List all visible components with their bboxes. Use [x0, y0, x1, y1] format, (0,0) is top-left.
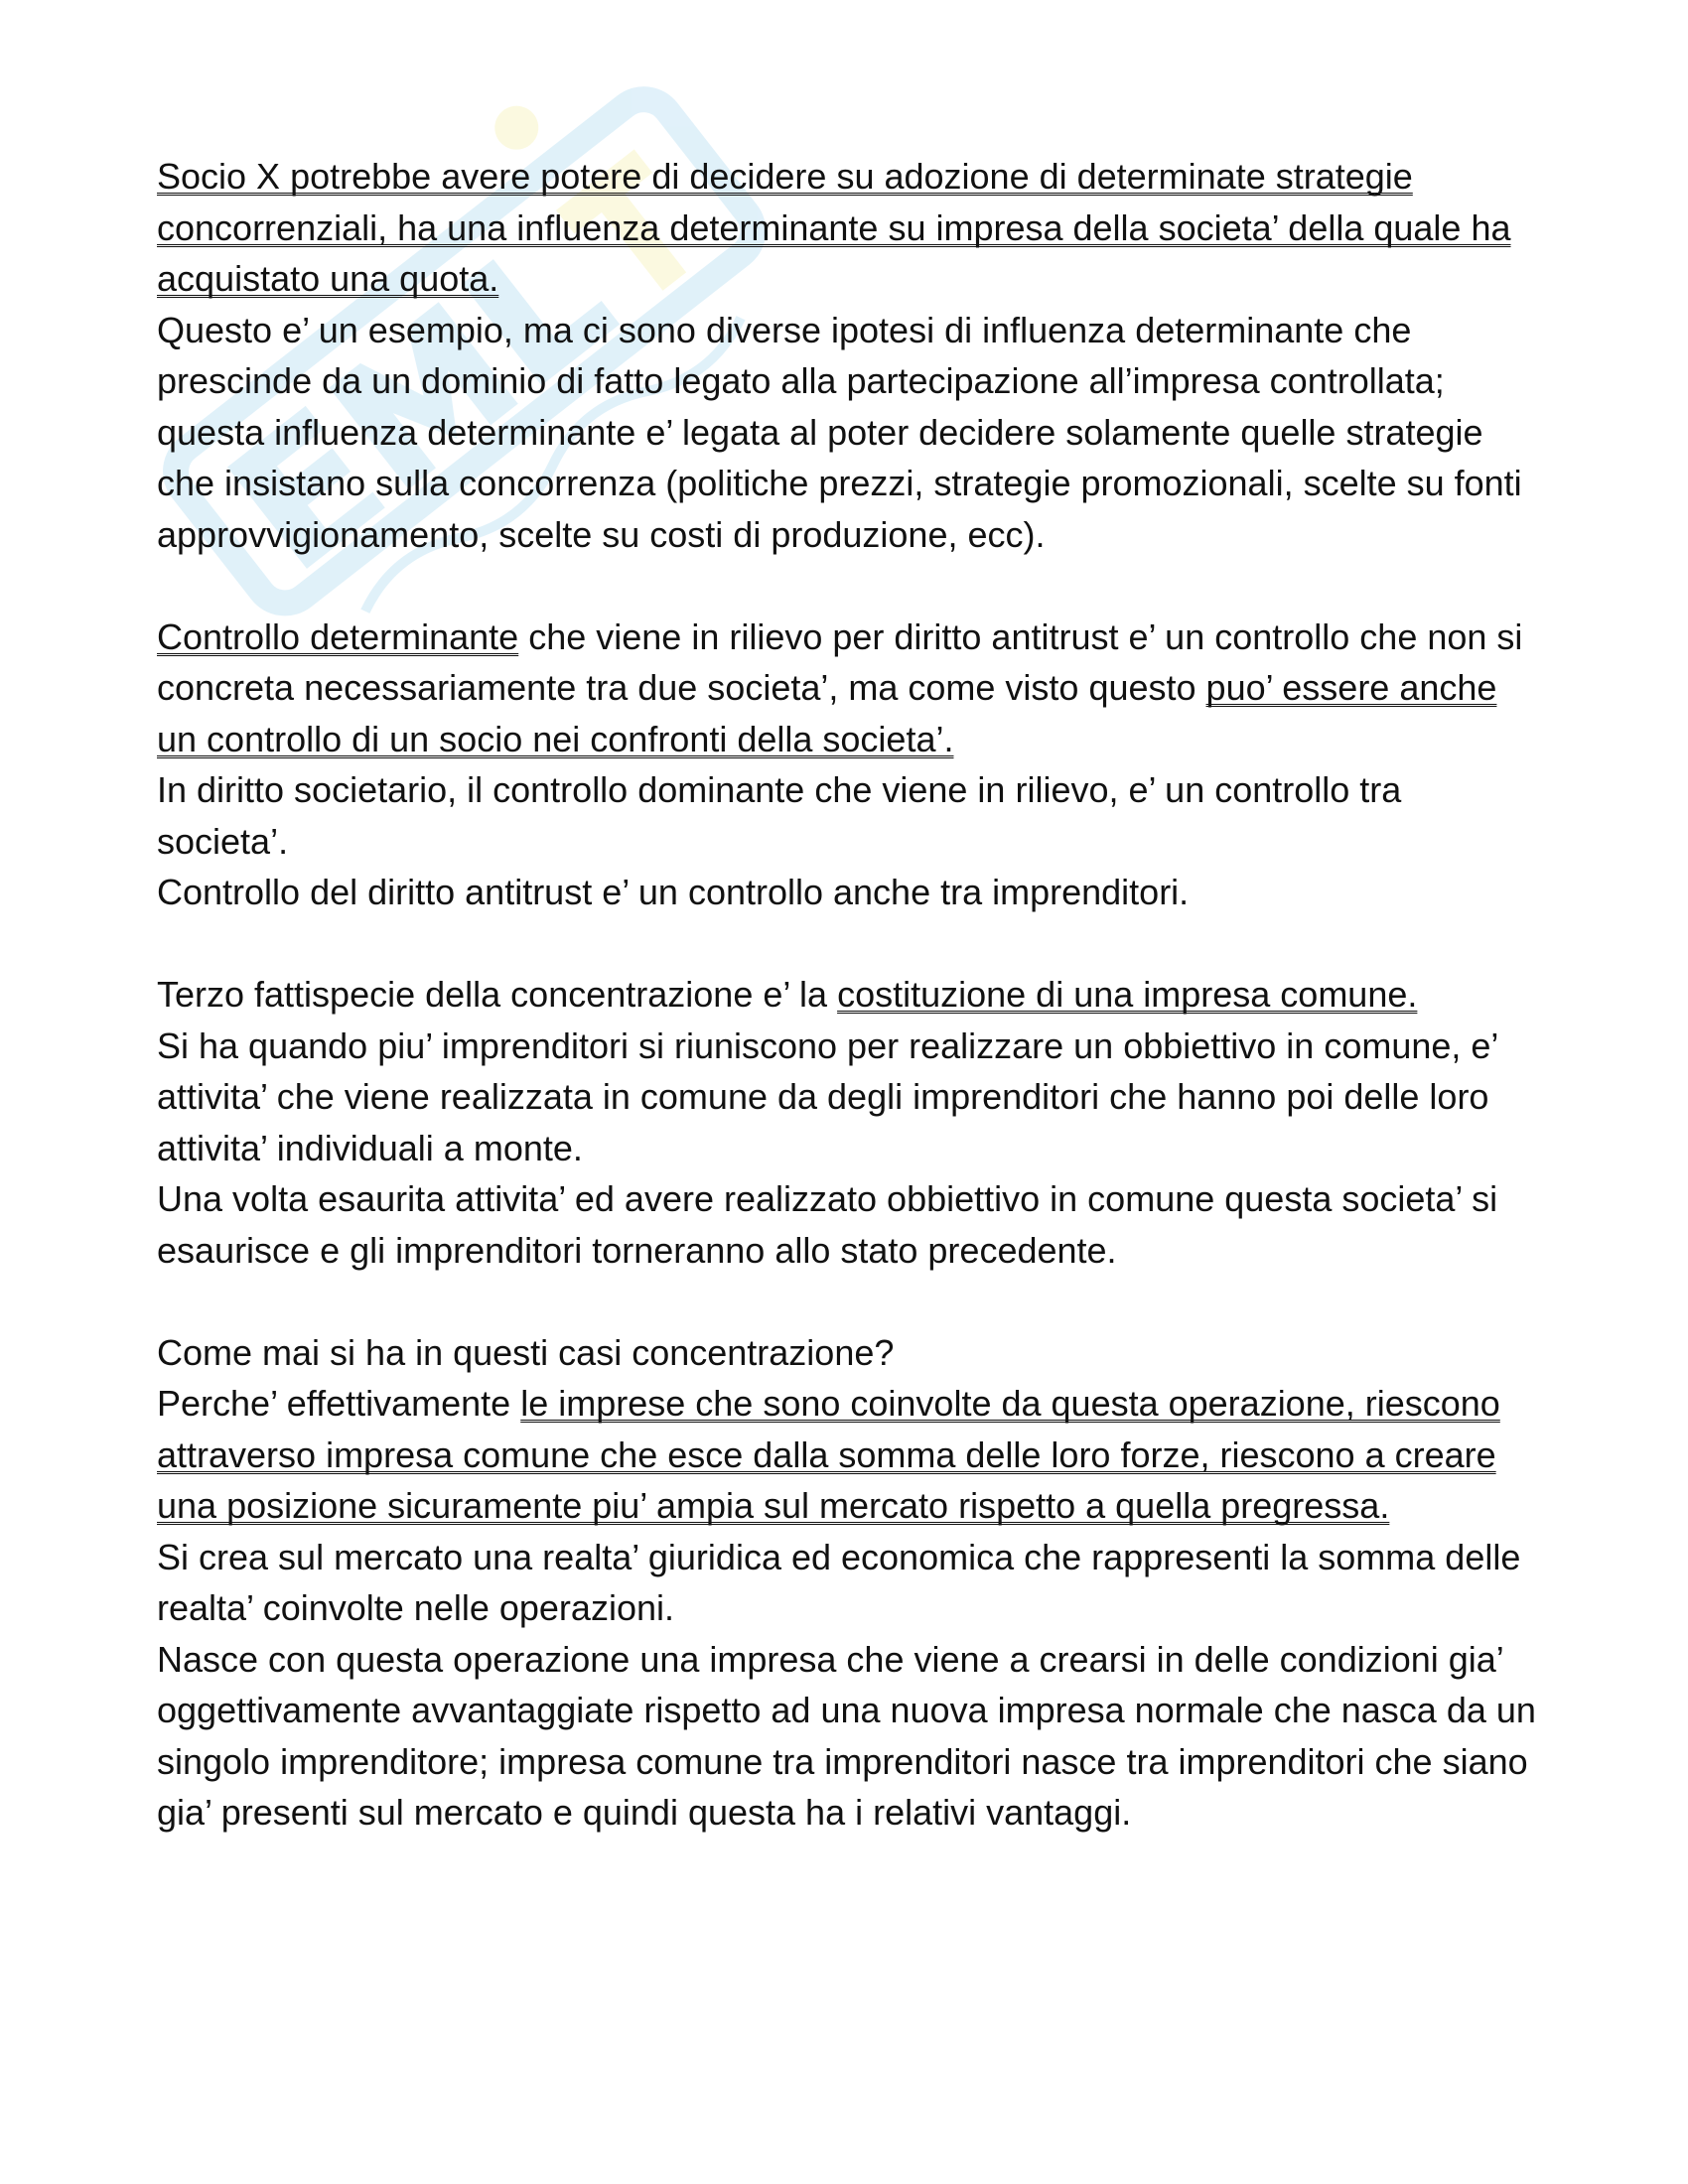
paragraph — [157, 1173, 1537, 1276]
underlined-text: le imprese che sono coinvolte da questa operazione, riescono attraverso impresa comune che esce dalla somma delle loro forze, riescono a creare una posizione sicuramente piu’ ampia sul mercato rispetto a quella pregressa. — [157, 1383, 1500, 1526]
text-run: Come mai si ha in questi casi concentrazione? — [157, 1331, 895, 1373]
text-run: Si ha quando piu’ imprenditori si riuniscono per realizzare un obbiettivo in comune, e’ attivita’ che viene realizzata in comune da degli imprenditori che hanno poi delle loro attivita’ individuali a monte. — [157, 1024, 1498, 1168]
paragraph — [157, 867, 1537, 918]
paragraph — [157, 1327, 1537, 1379]
paragraph-spacer — [157, 918, 1537, 970]
underlined-text: puo’ essere anche un controllo di un socio nei confronti della societa’. — [157, 667, 1497, 759]
underlined-text: Controllo determinante — [157, 615, 519, 657]
document-body — [157, 151, 1537, 1839]
paragraph — [157, 1378, 1537, 1532]
paragraph — [157, 1021, 1537, 1174]
paragraph — [157, 305, 1537, 561]
text-run: che viene in rilievo per diritto antitrust e’ un controllo che non si concreta necessariamente tra due societa’, ma come visto questo — [157, 615, 1523, 708]
text-run: Questo e’ un esempio, ma ci sono diverse ipotesi di influenza determinante che prescinde da un dominio di fatto legato alla partecipazione all’impresa controllata; questa influenza determinante e’ legata al poter decidere solamente quelle strategie che insistano sulla concorrenza (politiche prezzi, strategie promozionali, scelte su fonti approvvigionamento, scelte su costi di produzione, ecc). — [157, 309, 1522, 555]
paragraph — [157, 1532, 1537, 1634]
paragraph — [157, 969, 1537, 1021]
text-run: Nasce con questa operazione una impresa che viene a crearsi in delle condizioni gia’ oggettivamente avvantaggiate rispetto ad una nuova impresa normale che nasca da un singolo imprenditore; impresa comune tra imprenditori nasce tra imprenditori che siano gia’ presenti sul mercato e quindi questa ha i relativi vantaggi. — [157, 1638, 1536, 1833]
paragraph — [157, 764, 1537, 867]
paragraph — [157, 151, 1537, 305]
paragraph — [157, 1634, 1537, 1839]
text-run: Perche’ effettivamente — [157, 1383, 521, 1424]
text-run: Terzo fattispecie della concentrazione e’ la — [157, 974, 838, 1015]
underlined-text: costituzione di una impresa comune. — [837, 974, 1418, 1015]
text-run: In diritto societario, il controllo dominante che viene in rilievo, e’ un controllo tra societa’. — [157, 769, 1402, 862]
paragraph-spacer — [157, 1276, 1537, 1327]
text-run: Controllo del diritto antitrust e’ un controllo anche tra imprenditori. — [157, 872, 1190, 912]
paragraph — [157, 612, 1537, 765]
paragraph-spacer — [157, 560, 1537, 612]
underlined-text: Socio X potrebbe avere potere di decidere su adozione di determinate strategie concorrenziali, ha una influenza determinante su impresa della societa’ della quale ha acquistato una quota. — [157, 156, 1511, 299]
text-run: Si crea sul mercato una realta’ giuridica ed economica che rappresenti la somma delle realta’ coinvolte nelle operazioni. — [157, 1536, 1521, 1628]
text-run: Una volta esaurita attivita’ ed avere realizzato obbiettivo in comune questa societa’ si esaurisce e gli imprenditori torneranno allo stato precedente. — [157, 1178, 1498, 1271]
